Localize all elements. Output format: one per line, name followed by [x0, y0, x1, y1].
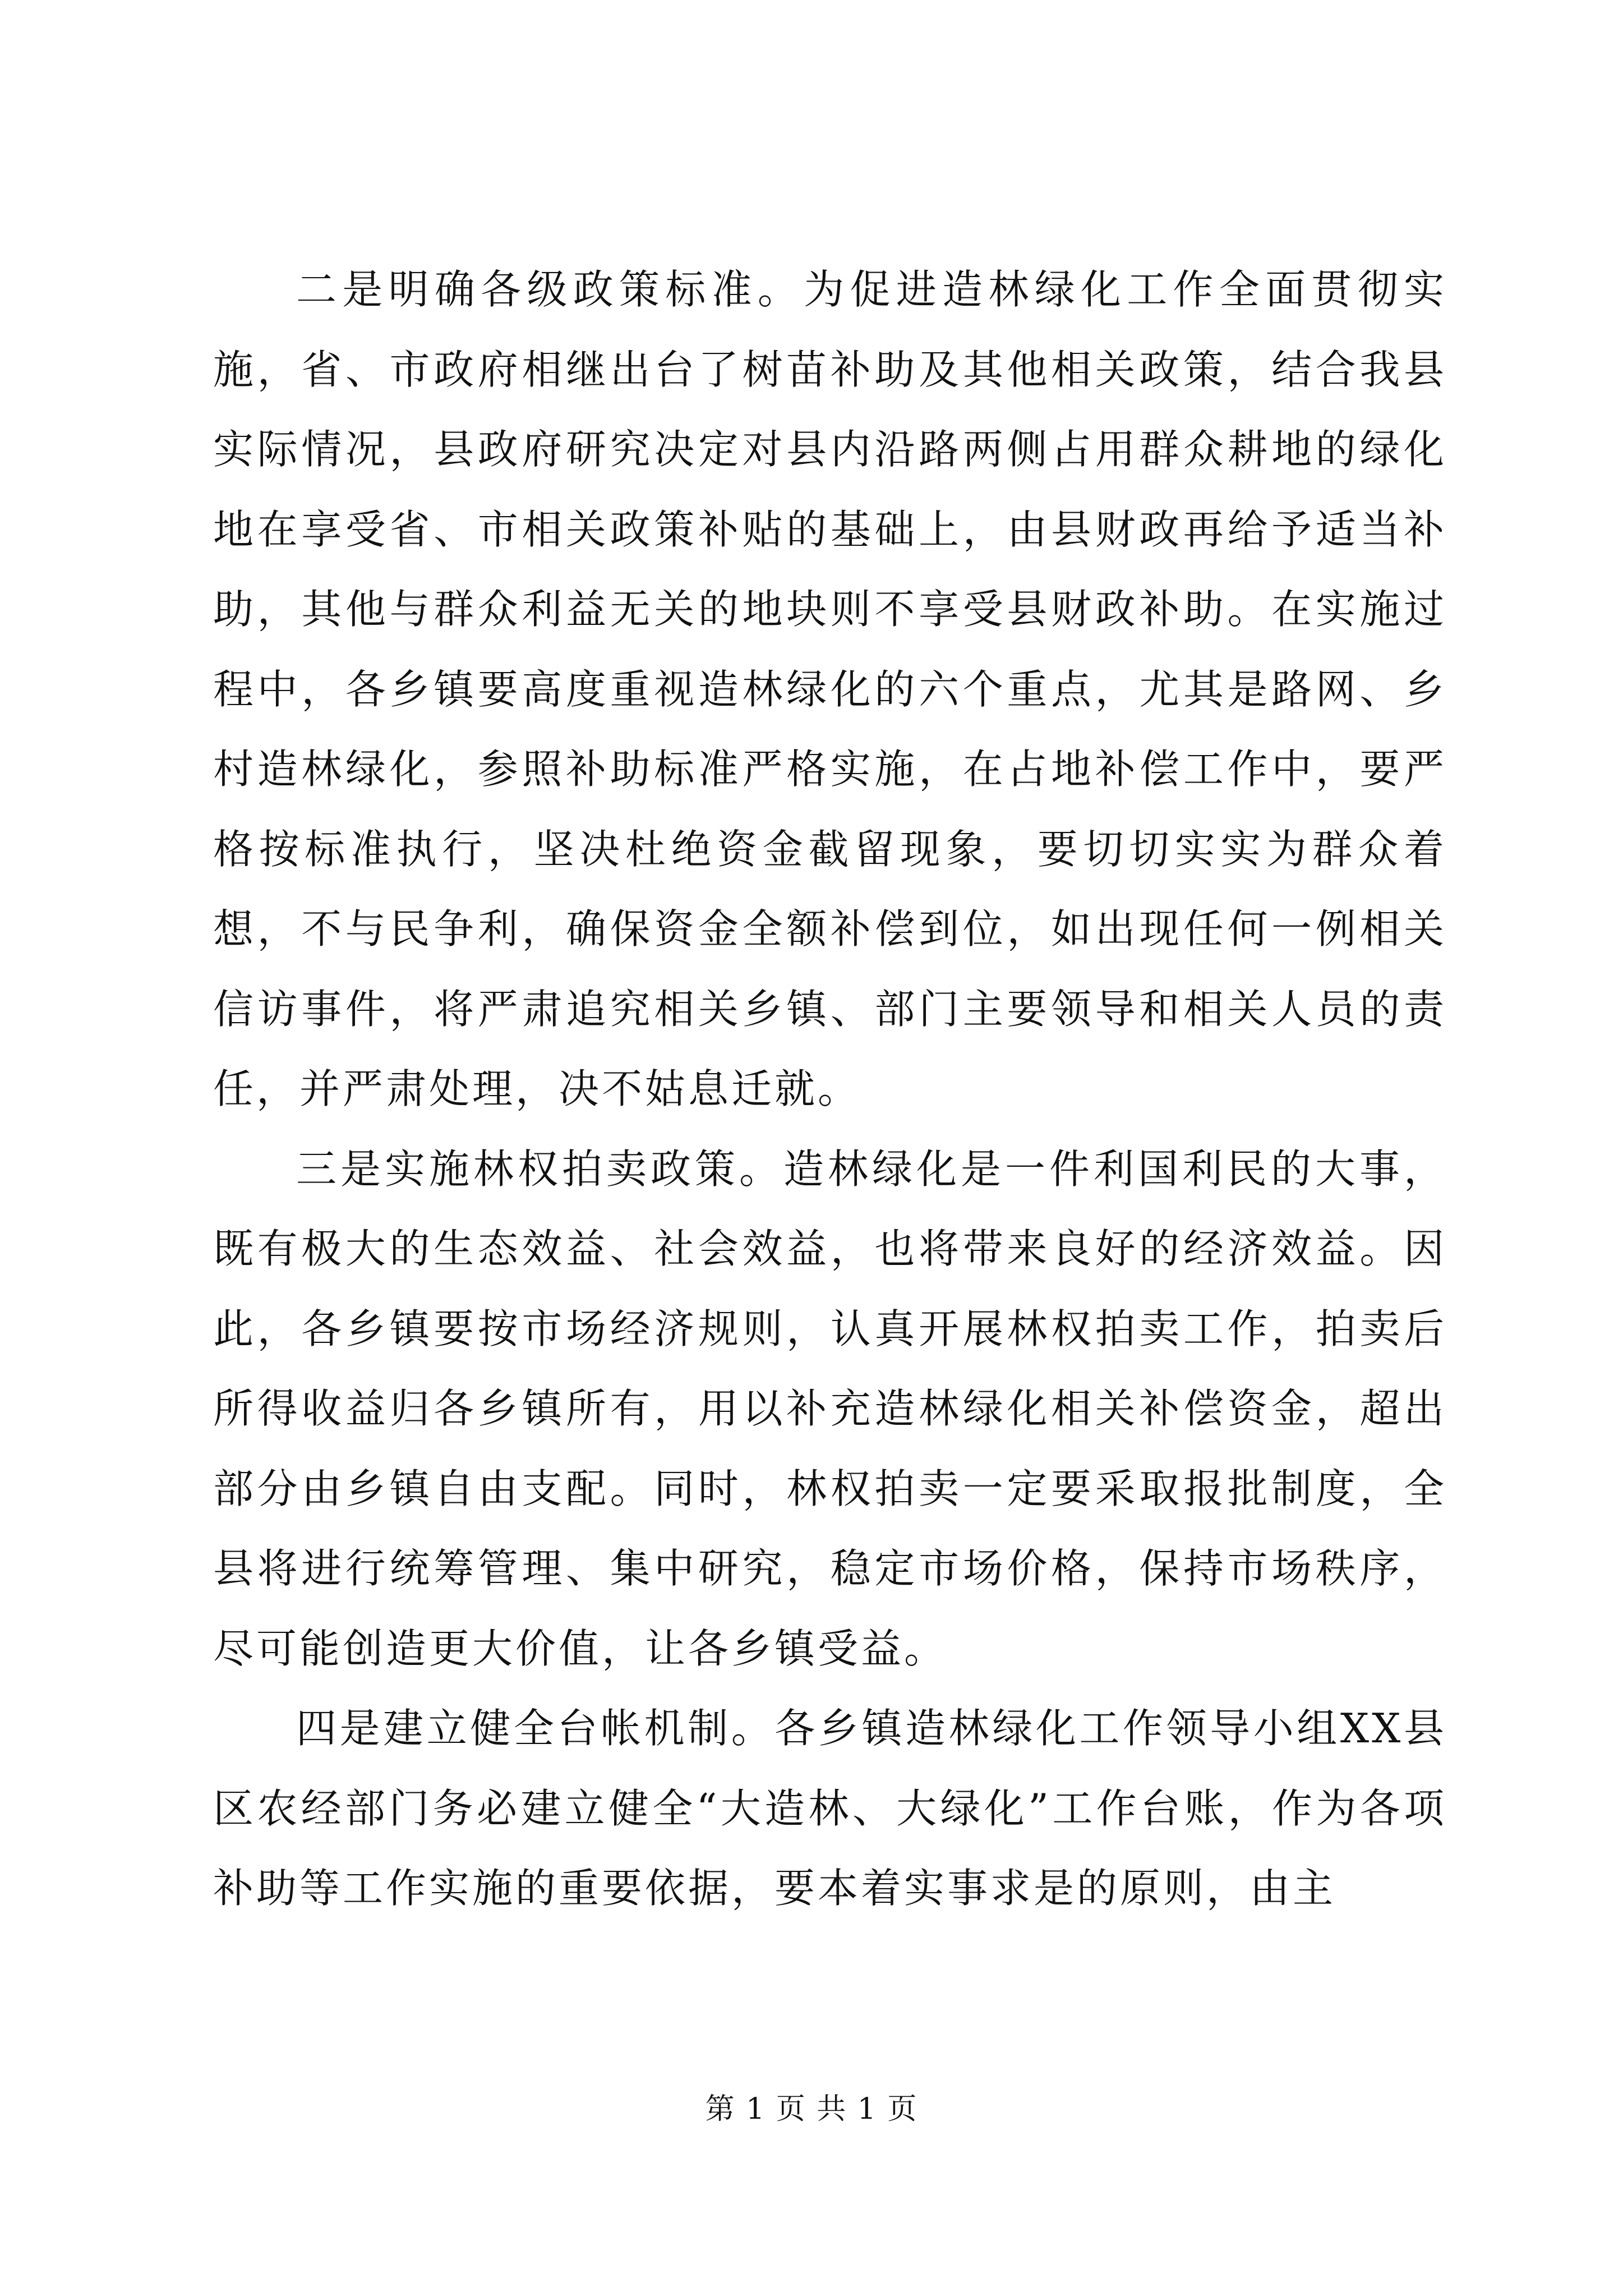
paragraph-forest-rights-auction: 三是实施林权拍卖政策。造林绿化是一件利国利民的大事，既有极大的生态效益、社会效益，也将带来良好的经济效益。因此，各乡镇要按市场经济规则，认真开展林权拍卖工作，拍卖后所得收益归各乡镇所有，用以补充造林绿化相关补偿资金，超出部分由乡镇自由支配。同时，林权拍卖一定要采取报批制度，全县将进行统筹管理、集中研究，稳定市场价格，保持市场秩序，尽可能创造更大价值，让各乡镇受益。 — [213, 1145, 1447, 1672]
paragraph-ledger-mechanism: 四是建立健全台帐机制。各乡镇造林绿化工作领导小组XX县区农经部门务必建立健全“大造林、大绿化”工作台账，作为各项补助等工作实施的重要依据，要本着实事求是的原则，由主 — [213, 1705, 1447, 1912]
document-body — [213, 250, 1447, 1929]
page-footer: 第 1 页 共 1 页 — [705, 2092, 918, 2126]
paragraph-policy-standards: 二是明确各级政策标准。为促进造林绿化工作全面贯彻实施，省、市政府相继出台了树苗补助及其他相关政策，结合我县实际情况，县政府研究决定对县内沿路两侧占用群众耕地的绿化地在享受省、市相关政策补贴的基础上，由县财政再给予适当补助，其他与群众利益无关的地块则不享受县财政补助。在实施过程中，各乡镇要高度重视造林绿化的六个重点，尤其是路网、乡村造林绿化，参照补助标准严格实施，在占地补偿工作中，要严格按标准执行，坚决杜绝资金截留现象，要切切实实为群众着想，不与民争利，确保资金全额补偿到位，如出现任何一例相关信访事件，将严肃追究相关乡镇、部门主要领导和相关人员的责任，并严肃处理，决不姑息迁就。 — [213, 266, 1447, 1112]
